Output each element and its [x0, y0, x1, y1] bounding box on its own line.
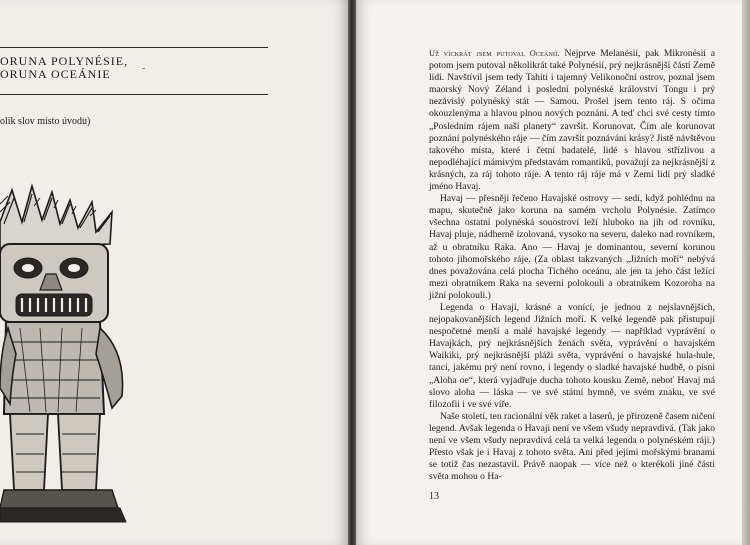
page-edge — [742, 0, 750, 545]
intro-note: olik slov místo úvodu) — [0, 116, 91, 127]
page-number: 13 — [429, 491, 439, 502]
small-mark: - — [142, 63, 146, 74]
top-rule — [0, 47, 268, 48]
chapter-title-line-2: ORUNA OCEÁNIE — [0, 67, 111, 81]
chapter-title — [0, 55, 128, 81]
opening-smallcaps: Už víckrát jsem putoval Oceánií. — [429, 49, 560, 58]
paragraph-2: Havaj — přesněji řečeno Havajské ostrovy — sedí, když pohlédnu na mapu, skutečně jako koruna na samém vrcholu Polynésie. Zatímco všechna ostatní polynéská souostroví leží hluboko na jih od rovníku, Havaj pluje, nádherně izolovaná, vysoko na severu, daleko nad rovníkem, až u obratníku Raka. Ano — Havaj je dominantou, severní korunou tohoto jihomořského ráje. (Za oblast takzvaných „Jižních moří“ nebývá dnes považována celá plocha Tichého oceánu, ale jen ta jeho část ležící mezi obratníkem Raka na severní polokouli a obratníkem Kozoroha na jižní polokouli.) — [429, 193, 715, 301]
left-page — [0, 0, 348, 545]
paragraph-4: Naše století, ten racionální věk raket a laserů, je přirozeně časem ničení legend. Avšak legenda o Havaji není ve všem všudy nepravdivá. (Tak jako není ve všem všudy nepravdivá celá ta velká legenda o polynéském ráji.) Přesto však je i Havaj z tohoto světa. Ani před jejími mořskými branami se totiž čas nezastavil. Právě naopak — více než o kterékoli jiné části světa mohou o Ha- — [429, 410, 715, 483]
book-gutter — [348, 0, 356, 545]
paragraph-3: Legenda o Havaji, krásné a vonící, je jednou z nejslavnějších, nejopakovanějších legend Jižních moří. K velké legendě pak přistupují nespočetné menší a malé havajské legendy — například vyprávění o Havajkách, prý nejkrásnějších ženách světa, vyprávění o havajském Waikiki, prý nejkrásnější pláži světa, vyprávění o havajské hula-hule, tanci, jakému prý není rovno, i legendy o sladké havajské hudbě, o písni „Aloha oe“, která vyjadřuje ducha tohoto kousku Země, neboť Havaj má slovo aloha — láska — ve své státní hymně, ve svém znaku, ve své filozofii i ve své víře. — [429, 301, 715, 410]
body-text — [429, 48, 715, 483]
paragraph-1 — [429, 48, 715, 193]
tiki-illustration — [0, 182, 140, 537]
lower-rule — [0, 94, 268, 95]
chapter-title-line-1: ORUNA POLYNÉSIE, — [0, 54, 129, 68]
paragraph-1-text: Nejprve Melanésií, pak Mikronésií a potom jsem putoval několikrát také Polynésií, prý nejkrásnější částí Země lidí. Navštívil jsem tedy Tahiti i tajemný Velikonoční ostrov, poznal jsem maorský Nový Zéland i poslední polynéské království Tongu i prý nezávislý polynéský stát — Samou. Prošel jsem tento ráj. S očima okouzlenýma a hlavou plnou nových poznání. A teď chci své cesty tímto „Posledním rájem naší planety“ završit. Korunovat. Čím ale korunovat poznání polynéského ráje — čím završit poznávání krásy? Jistě návštěvou takového místa, které i četní badatelé, lidé s hlavou střízlivou a nepodléhající mámivým představám romantiků, považují za nejkrásnější z krásných, za ráj tohoto ráje. A tento ráj ráje má v Zemi lidí prý sladké jméno Havaj. — [429, 48, 715, 193]
